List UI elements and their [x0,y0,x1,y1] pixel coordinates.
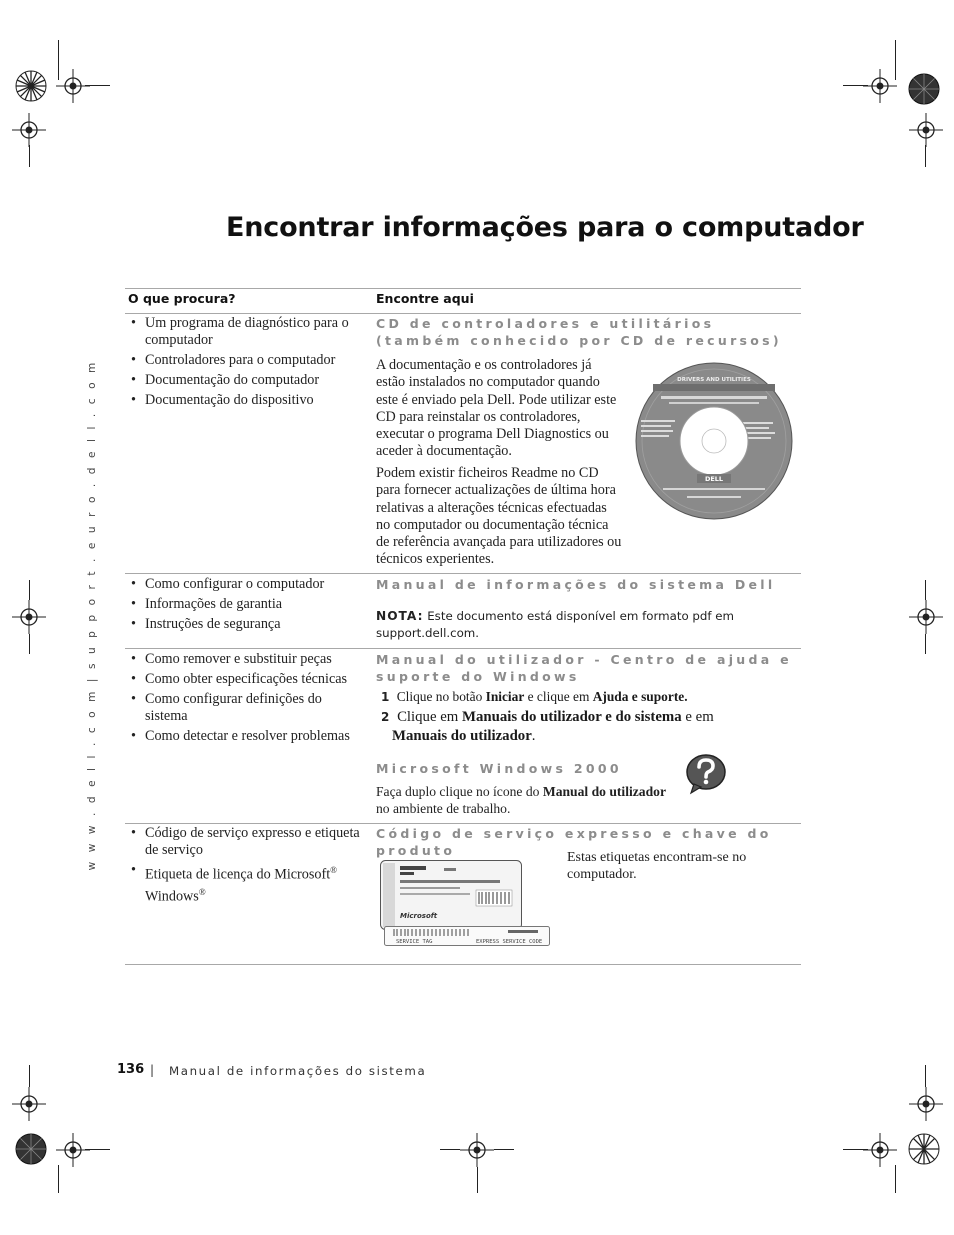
registration-rosette-icon [15,1133,47,1165]
crosshair-target-icon [12,1087,46,1121]
paragraph-text: Faça duplo clique no ícone do [376,784,543,799]
footer-separator: | [150,1063,155,1077]
paragraph: Estas etiquetas encontram-se no computador. [567,850,747,883]
list-item: • Informações de garantia [128,596,366,613]
start-button-label: Iniciar [485,689,525,704]
registration-rosette-icon [908,1133,940,1165]
section-title: Manual do utilizador - Centro de ajuda e suporte do Windows [376,652,792,684]
step-text: e em [681,709,714,725]
step-2 [381,708,791,746]
note-label: NOTA: [376,609,424,623]
crosshair-target-icon [909,113,943,147]
list-item-text: Etiqueta de licença do Microsoft [145,866,331,883]
list-item: • Como detectar e resolver problemas [128,728,366,745]
service-tag-label-image [384,926,550,946]
user-manuals-label: Manuais do utilizador [392,728,532,744]
side-url [84,220,100,1010]
bullet-list [128,825,366,908]
crosshair-target-icon [909,1087,943,1121]
step-text: e clique em [524,689,593,704]
note [376,608,736,642]
footer-title: Manual de informações do sistema [169,1064,427,1078]
list-item: • Como configurar definições do sistema [128,691,366,725]
step-number: 2 [381,710,390,724]
bullet-list [128,315,366,412]
service-tag-text: SERVICE TAG [396,939,433,945]
list-item: • Código de serviço expresso e etiqueta de serviço [128,825,366,859]
list-item: • Um programa de diagnóstico para o computador [128,315,366,349]
column-header-where: Encontre aqui [376,291,474,306]
support-link[interactable]: support.dell.com. [376,626,480,640]
table-bottom-rule [125,964,801,965]
crosshair-target-icon [56,1133,90,1167]
express-code-text: EXPRESS SERVICE CODE [476,939,543,945]
note-text: Este documento está disponível em formato pdf em [427,609,735,623]
paragraph: A documentação e os controladores já estão instalados no computador quando este é enviado pela Dell. Pode utilizar este CD para reinstalar os controladores, executar o programa Dell Diagnostics ou aceder à documentação. [376,357,617,460]
crosshair-target-icon [12,113,46,147]
help-question-icon [684,753,728,795]
registered-mark: ® [198,886,206,897]
cd-disc-image [635,362,793,520]
registered-mark: ® [330,865,338,875]
cd-dell-logo: DELL [704,475,724,483]
bullet-list [128,576,366,636]
list-item: • Como obter especificações técnicas [128,671,366,688]
page-number: 136 [117,1062,145,1077]
side-url-text: w w w . d e l l . c o m | s u p p o r t . e u r o . d e l l . c o m [86,359,98,871]
row-divider [125,648,801,649]
row-divider [125,823,801,824]
registration-rosette-icon [15,70,47,102]
step-1 [381,688,791,706]
registration-rosette-icon [908,73,940,105]
microsoft-logo: Microsoft [400,912,438,920]
step-text: Clique no botão [396,689,486,704]
step-text: . [531,728,536,744]
crosshair-target-icon [863,1133,897,1167]
paragraph [376,783,696,818]
manuals-label: Manuais do utilizador e do sistema [462,709,682,725]
crosshair-target-icon [12,600,46,634]
section-title: CD de controladores e utilitários (também conhecido por CD de recursos) [376,316,782,348]
paragraph-text: no ambiente de trabalho. [376,801,511,817]
list-item: • Documentação do computador [128,372,366,389]
list-item: • Controladores para o computador [128,352,366,369]
cd-label-title: DRIVERS AND UTILITIES [677,377,751,383]
page-title: Encontrar informações para o computador [226,212,864,243]
column-header-what: O que procura? [128,291,236,306]
list-item-text: Windows [145,888,199,905]
row-divider [125,573,801,574]
license-label-image [380,860,522,930]
help-support-label: Ajuda e suporte. [592,689,688,704]
step-number: 1 [381,690,390,704]
list-item [128,862,366,905]
paragraph: Podem existir ficheiros Readme no CD para fornecer actualizações de última hora relativas a alterações técnicas efectuadas no computador ou documentação técnica de referência avançada para utilizadores ou técnicos experientes. [376,465,622,568]
table-top-rule [125,288,801,289]
list-item: • Como configurar o computador [128,576,366,593]
crosshair-target-icon [863,69,897,103]
crosshair-target-icon [56,69,90,103]
section-title: Código de serviço expresso e chave do produto [376,826,772,858]
step-text: Clique em [397,709,462,725]
subsection-title: Microsoft Windows 2000 [376,761,622,776]
list-item: • Como remover e substituir peças [128,651,366,668]
bullet-list [128,651,366,748]
crosshair-target-icon [909,600,943,634]
section-title: Manual de informações do sistema Dell [376,577,776,592]
list-item: • Instruções de segurança [128,616,366,633]
crosshair-target-icon [460,1133,494,1167]
user-manual-label: Manual do utilizador [542,784,666,799]
list-item: • Documentação do dispositivo [128,392,366,409]
table-header-rule [125,313,801,314]
